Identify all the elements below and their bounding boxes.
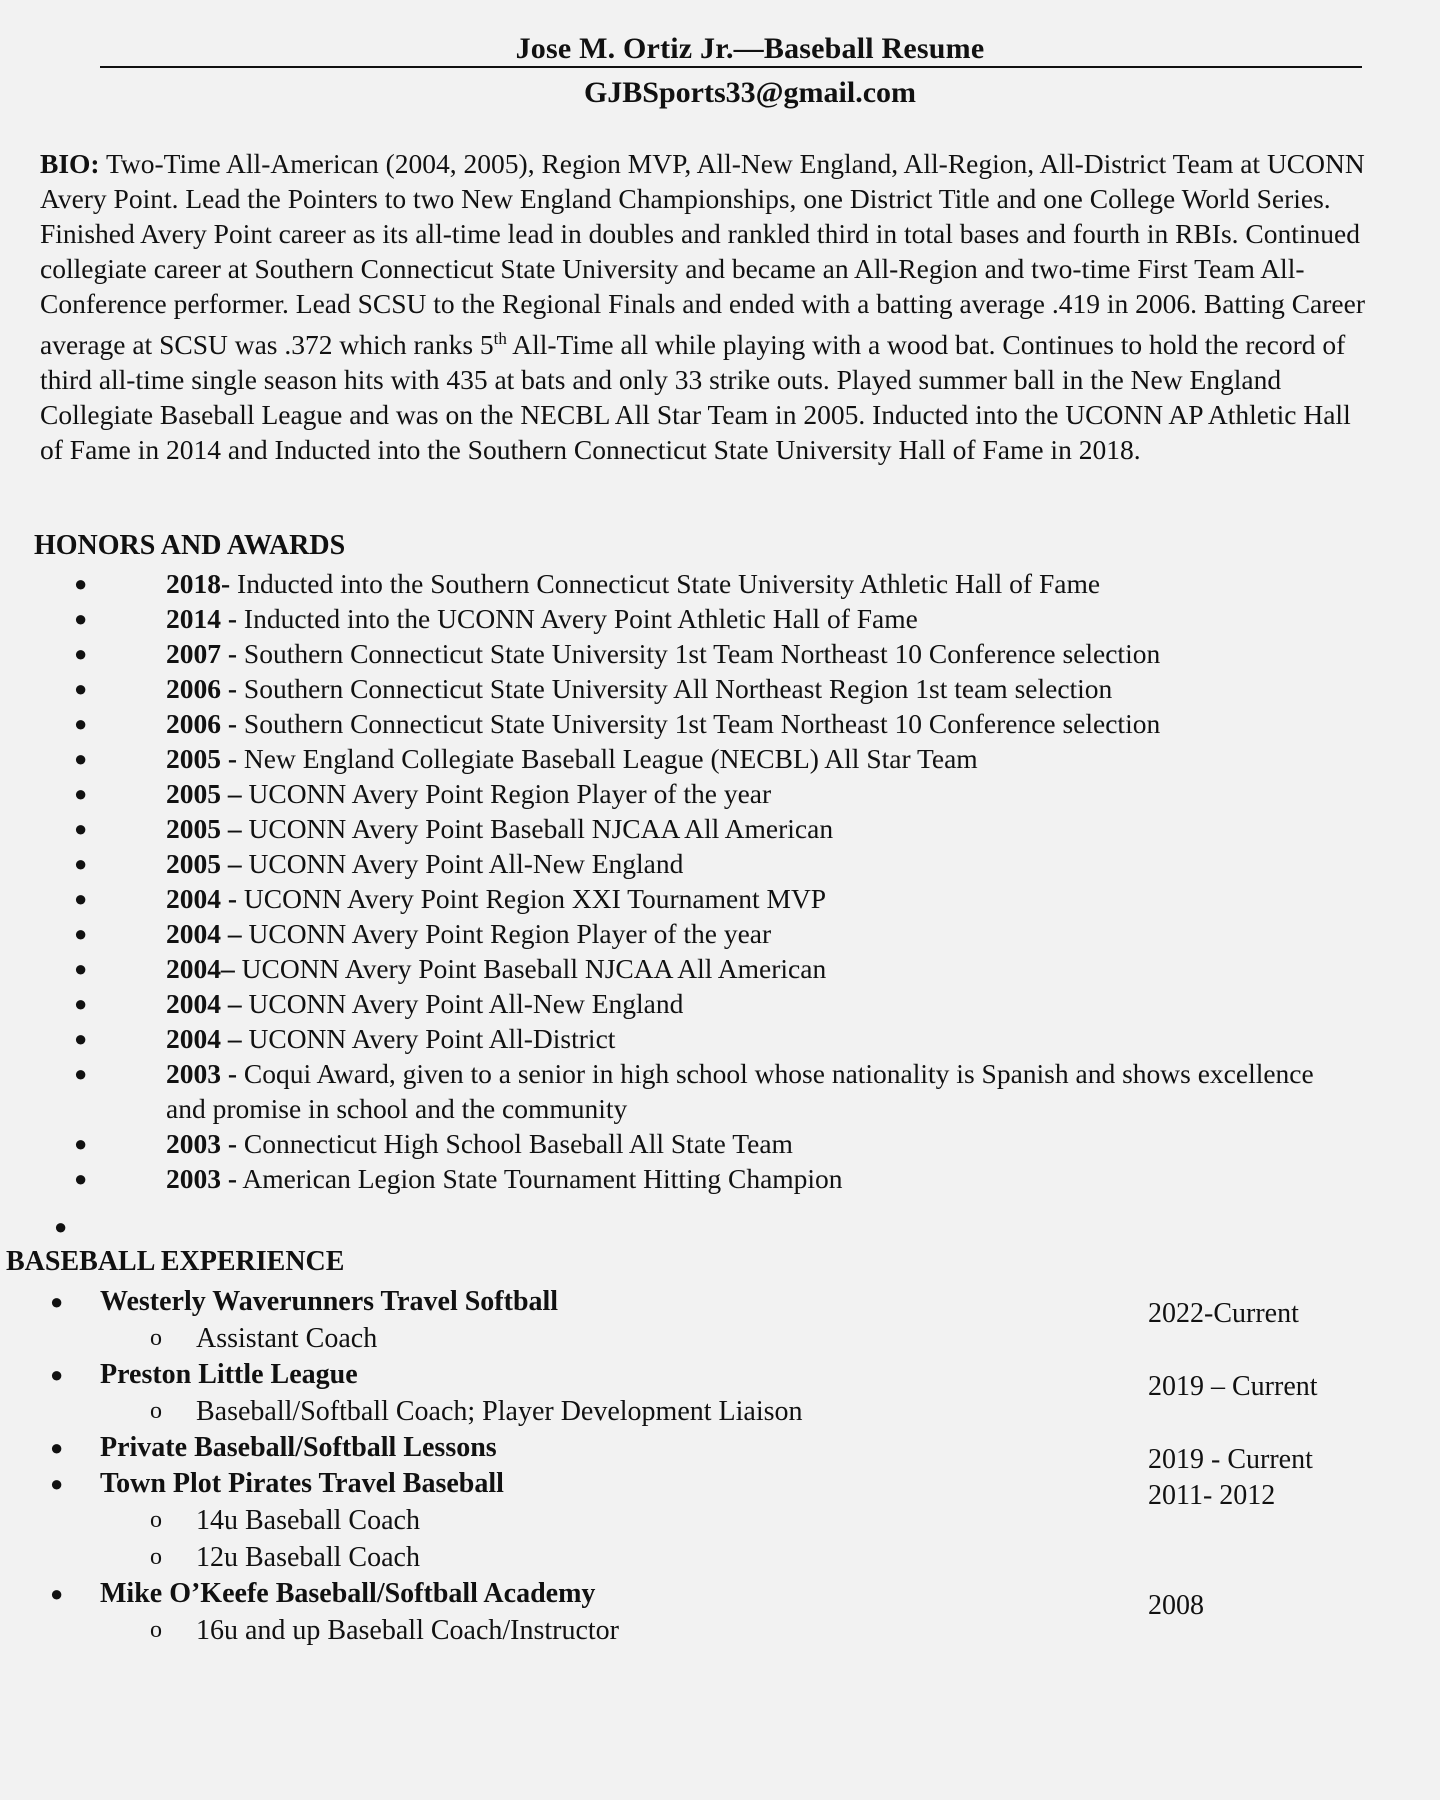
- bullet-icon: ●: [74, 781, 88, 806]
- experience-list: [0, 1284, 1440, 1649]
- bullet-icon: ●: [74, 921, 88, 946]
- bullet-icon: ●: [50, 1435, 64, 1460]
- honor-description: Southern Connecticut State University 1st Team Northeast 10 Conference selection: [237, 708, 1161, 739]
- honor-text: [166, 636, 1346, 671]
- honor-year: 2003 -: [166, 1128, 238, 1159]
- honor-text: [166, 881, 1346, 916]
- honor-year: 2005 –: [166, 813, 242, 844]
- bullet-icon: ●: [74, 571, 88, 596]
- honor-text: [166, 776, 1346, 811]
- role-title: 14u Baseball Coach: [196, 1505, 420, 1536]
- bullet-icon: ●: [74, 746, 88, 771]
- experience-item: [0, 1466, 1440, 1576]
- honor-item: [0, 671, 1440, 706]
- honor-text: [166, 916, 1346, 951]
- honor-description: American Legion State Tournament Hitting Champion: [237, 1163, 843, 1194]
- honor-item: [0, 776, 1440, 811]
- honor-text: [166, 846, 1346, 881]
- honor-description: Coqui Award, given to a senior in high school whose nationality is Spanish and shows excellence and promise in school and the community: [166, 1058, 1314, 1124]
- honor-year: 2005 -: [166, 743, 238, 774]
- experience-item: [0, 1430, 1440, 1475]
- honor-year: 2014 -: [166, 603, 238, 634]
- honor-year: 2004 -: [166, 883, 238, 914]
- honor-text: [166, 566, 1346, 601]
- bullet-icon: ●: [74, 1061, 88, 1086]
- honor-year: 2005 –: [166, 848, 242, 879]
- bullet-icon: ●: [74, 1166, 88, 1191]
- experience-dates: 2011- 2012: [1148, 1480, 1276, 1511]
- title-divider: [100, 66, 1362, 68]
- bullet-icon: ●: [74, 886, 88, 911]
- honor-year: 2004 –: [166, 988, 242, 1019]
- honor-description: UCONN Avery Point All-New England: [241, 848, 684, 879]
- honor-item: [0, 741, 1440, 776]
- experience-role: [0, 1612, 1440, 1649]
- honor-item: [0, 1126, 1440, 1161]
- role-title: 12u Baseball Coach: [196, 1542, 420, 1573]
- experience-organization: Mike O’Keefe Baseball/Softball Academy: [100, 1578, 596, 1609]
- bio-rank-suffix: th: [493, 329, 507, 348]
- honor-year: 2004 –: [166, 918, 242, 949]
- honor-text: [166, 811, 1346, 846]
- honor-text: [166, 1126, 1346, 1161]
- sub-bullet-icon: o: [150, 1398, 162, 1424]
- bullet-icon: ●: [74, 816, 88, 841]
- honor-text: [166, 1056, 1346, 1126]
- experience-item: [0, 1576, 1440, 1649]
- bio-text-end: All-Time all while playing with a wood bat. Continues to hold the record of third all-time single season hits with 435 at bats and only 33 strike outs. Played summer ball in the New England Collegiate Baseball League and was on the NECBL All Star Team in 2005. Inducted into the UCONN AP Athletic Hall of Fame in 2014 and Inducted into the Southern Connecticut State University Hall of Fame in 2018.: [40, 329, 1351, 466]
- honor-description: UCONN Avery Point Region Player of the year: [241, 778, 772, 809]
- honors-heading: HONORS AND AWARDS: [34, 530, 346, 561]
- bullet-icon: ●: [50, 1471, 64, 1496]
- experience-heading: BASEBALL EXPERIENCE: [6, 1246, 345, 1277]
- experience-organization: Westerly Waverunners Travel Softball: [100, 1286, 559, 1317]
- honor-description: UCONN Avery Point Baseball NJCAA All American: [234, 953, 827, 984]
- honor-text: [166, 671, 1346, 706]
- honor-item: [0, 1161, 1440, 1196]
- honor-item: [0, 811, 1440, 846]
- honor-description: Inducted into the UCONN Avery Point Athletic Hall of Fame: [237, 603, 918, 634]
- sub-bullet-icon: o: [150, 1544, 162, 1570]
- experience-item: [0, 1357, 1440, 1430]
- honor-item: [0, 951, 1440, 986]
- bullet-icon: ●: [74, 956, 88, 981]
- contact-email: GJBSports33@gmail.com: [583, 76, 917, 109]
- honor-item: [0, 601, 1440, 636]
- honor-description: Connecticut High School Baseball All State Team: [237, 1128, 793, 1159]
- honor-year: 2005 –: [166, 778, 242, 809]
- honor-item: [0, 916, 1440, 951]
- bullet-icon: ●: [74, 851, 88, 876]
- honor-item: [0, 846, 1440, 881]
- experience-role: [0, 1539, 1440, 1576]
- sub-bullet-icon: o: [150, 1507, 162, 1533]
- honor-year: 2004–: [166, 953, 235, 984]
- bullet-icon: ●: [50, 1362, 64, 1387]
- honor-item: [0, 636, 1440, 671]
- honor-item: [0, 881, 1440, 916]
- experience-item: [0, 1284, 1440, 1357]
- honor-description: UCONN Avery Point Baseball NJCAA All American: [241, 813, 834, 844]
- bullet-icon: ●: [74, 991, 88, 1016]
- honor-text: [166, 741, 1346, 776]
- bullet-icon: ●: [74, 676, 88, 701]
- honor-year: 2003 -: [166, 1058, 238, 1089]
- bullet-icon: ●: [74, 606, 88, 631]
- honor-item: [0, 1056, 1440, 1126]
- honor-item: [0, 566, 1440, 601]
- honor-description: Southern Connecticut State University All Northeast Region 1st team selection: [237, 673, 1113, 704]
- role-title: Assistant Coach: [196, 1323, 378, 1354]
- experience-role: [0, 1393, 1440, 1430]
- honor-year: 2004 –: [166, 1023, 242, 1054]
- honor-description: UCONN Avery Point All-New England: [241, 988, 684, 1019]
- honors-list: [0, 566, 1440, 1196]
- experience-dates: 2008: [1148, 1590, 1204, 1621]
- bio-text: Two-Time All-American (2004, 2005), Region MVP, All-New England, All-Region, All-District Team at UCONN Avery Point. Lead the Pointers to two New England Championships, one District Title and one College World Series. Finished Avery Point career as its all-time lead in doubles and rankled third in total bases and fourth in RBIs. Continued collegiate career at Southern Connecticut State University and became an All-Region and two-time First Team All-Conference performer. Lead SCSU to the Regional Finals and ended with a batting average .419 in 2006. Batting Career average at SCSU was .372 which ranks: [40, 148, 1365, 361]
- honor-text: [166, 1021, 1346, 1056]
- honor-year: 2018-: [166, 568, 231, 599]
- experience-organization: Town Plot Pirates Travel Baseball: [100, 1468, 504, 1499]
- experience-dates: 2022-Current: [1148, 1298, 1299, 1329]
- honor-text: [166, 951, 1346, 986]
- bullet-icon: ●: [74, 641, 88, 666]
- honor-text: [166, 986, 1346, 1021]
- honor-year: 2007 -: [166, 638, 238, 669]
- honor-year: 2006 -: [166, 708, 238, 739]
- honor-item: [0, 1021, 1440, 1056]
- honor-description: Southern Connecticut State University 1st Team Northeast 10 Conference selection: [237, 638, 1161, 669]
- empty-bullet: ●: [54, 1214, 68, 1239]
- role-title: 16u and up Baseball Coach/Instructor: [196, 1615, 620, 1646]
- bullet-icon: ●: [50, 1581, 64, 1606]
- experience-role: [0, 1502, 1440, 1539]
- honor-text: [166, 1161, 1346, 1196]
- honor-description: UCONN Avery Point All-District: [241, 1023, 616, 1054]
- honor-year: 2003 -: [166, 1163, 238, 1194]
- experience-dates: 2019 - Current: [1148, 1444, 1313, 1475]
- bio-rank-number: 5: [479, 329, 494, 361]
- experience-role: [0, 1320, 1440, 1357]
- bullet-icon: ●: [74, 1131, 88, 1156]
- resume-title: Jose M. Ortiz Jr.—Baseball Resume: [515, 32, 985, 65]
- honor-text: [166, 601, 1346, 636]
- experience-organization: Private Baseball/Softball Lessons: [100, 1432, 497, 1463]
- experience-dates: 2019 – Current: [1148, 1371, 1318, 1402]
- honor-description: UCONN Avery Point Region XXI Tournament MVP: [237, 883, 827, 914]
- sub-bullet-icon: o: [150, 1325, 162, 1351]
- honor-description: UCONN Avery Point Region Player of the year: [241, 918, 772, 949]
- bio-label: BIO:: [40, 148, 100, 179]
- experience-organization: Preston Little League: [100, 1359, 358, 1390]
- honor-item: [0, 986, 1440, 1021]
- honor-year: 2006 -: [166, 673, 238, 704]
- bullet-icon: ●: [74, 711, 88, 736]
- bullet-icon: ●: [74, 1026, 88, 1051]
- honor-description: New England Collegiate Baseball League (NECBL) All Star Team: [237, 743, 978, 774]
- honor-item: [0, 706, 1440, 741]
- honor-description: Inducted into the Southern Connecticut State University Athletic Hall of Fame: [230, 568, 1101, 599]
- sub-bullet-icon: o: [150, 1617, 162, 1643]
- honor-text: [166, 706, 1346, 741]
- bio-paragraph: [40, 146, 1370, 467]
- bullet-icon: ●: [50, 1289, 64, 1314]
- role-title: Baseball/Softball Coach; Player Development Liaison: [196, 1396, 803, 1427]
